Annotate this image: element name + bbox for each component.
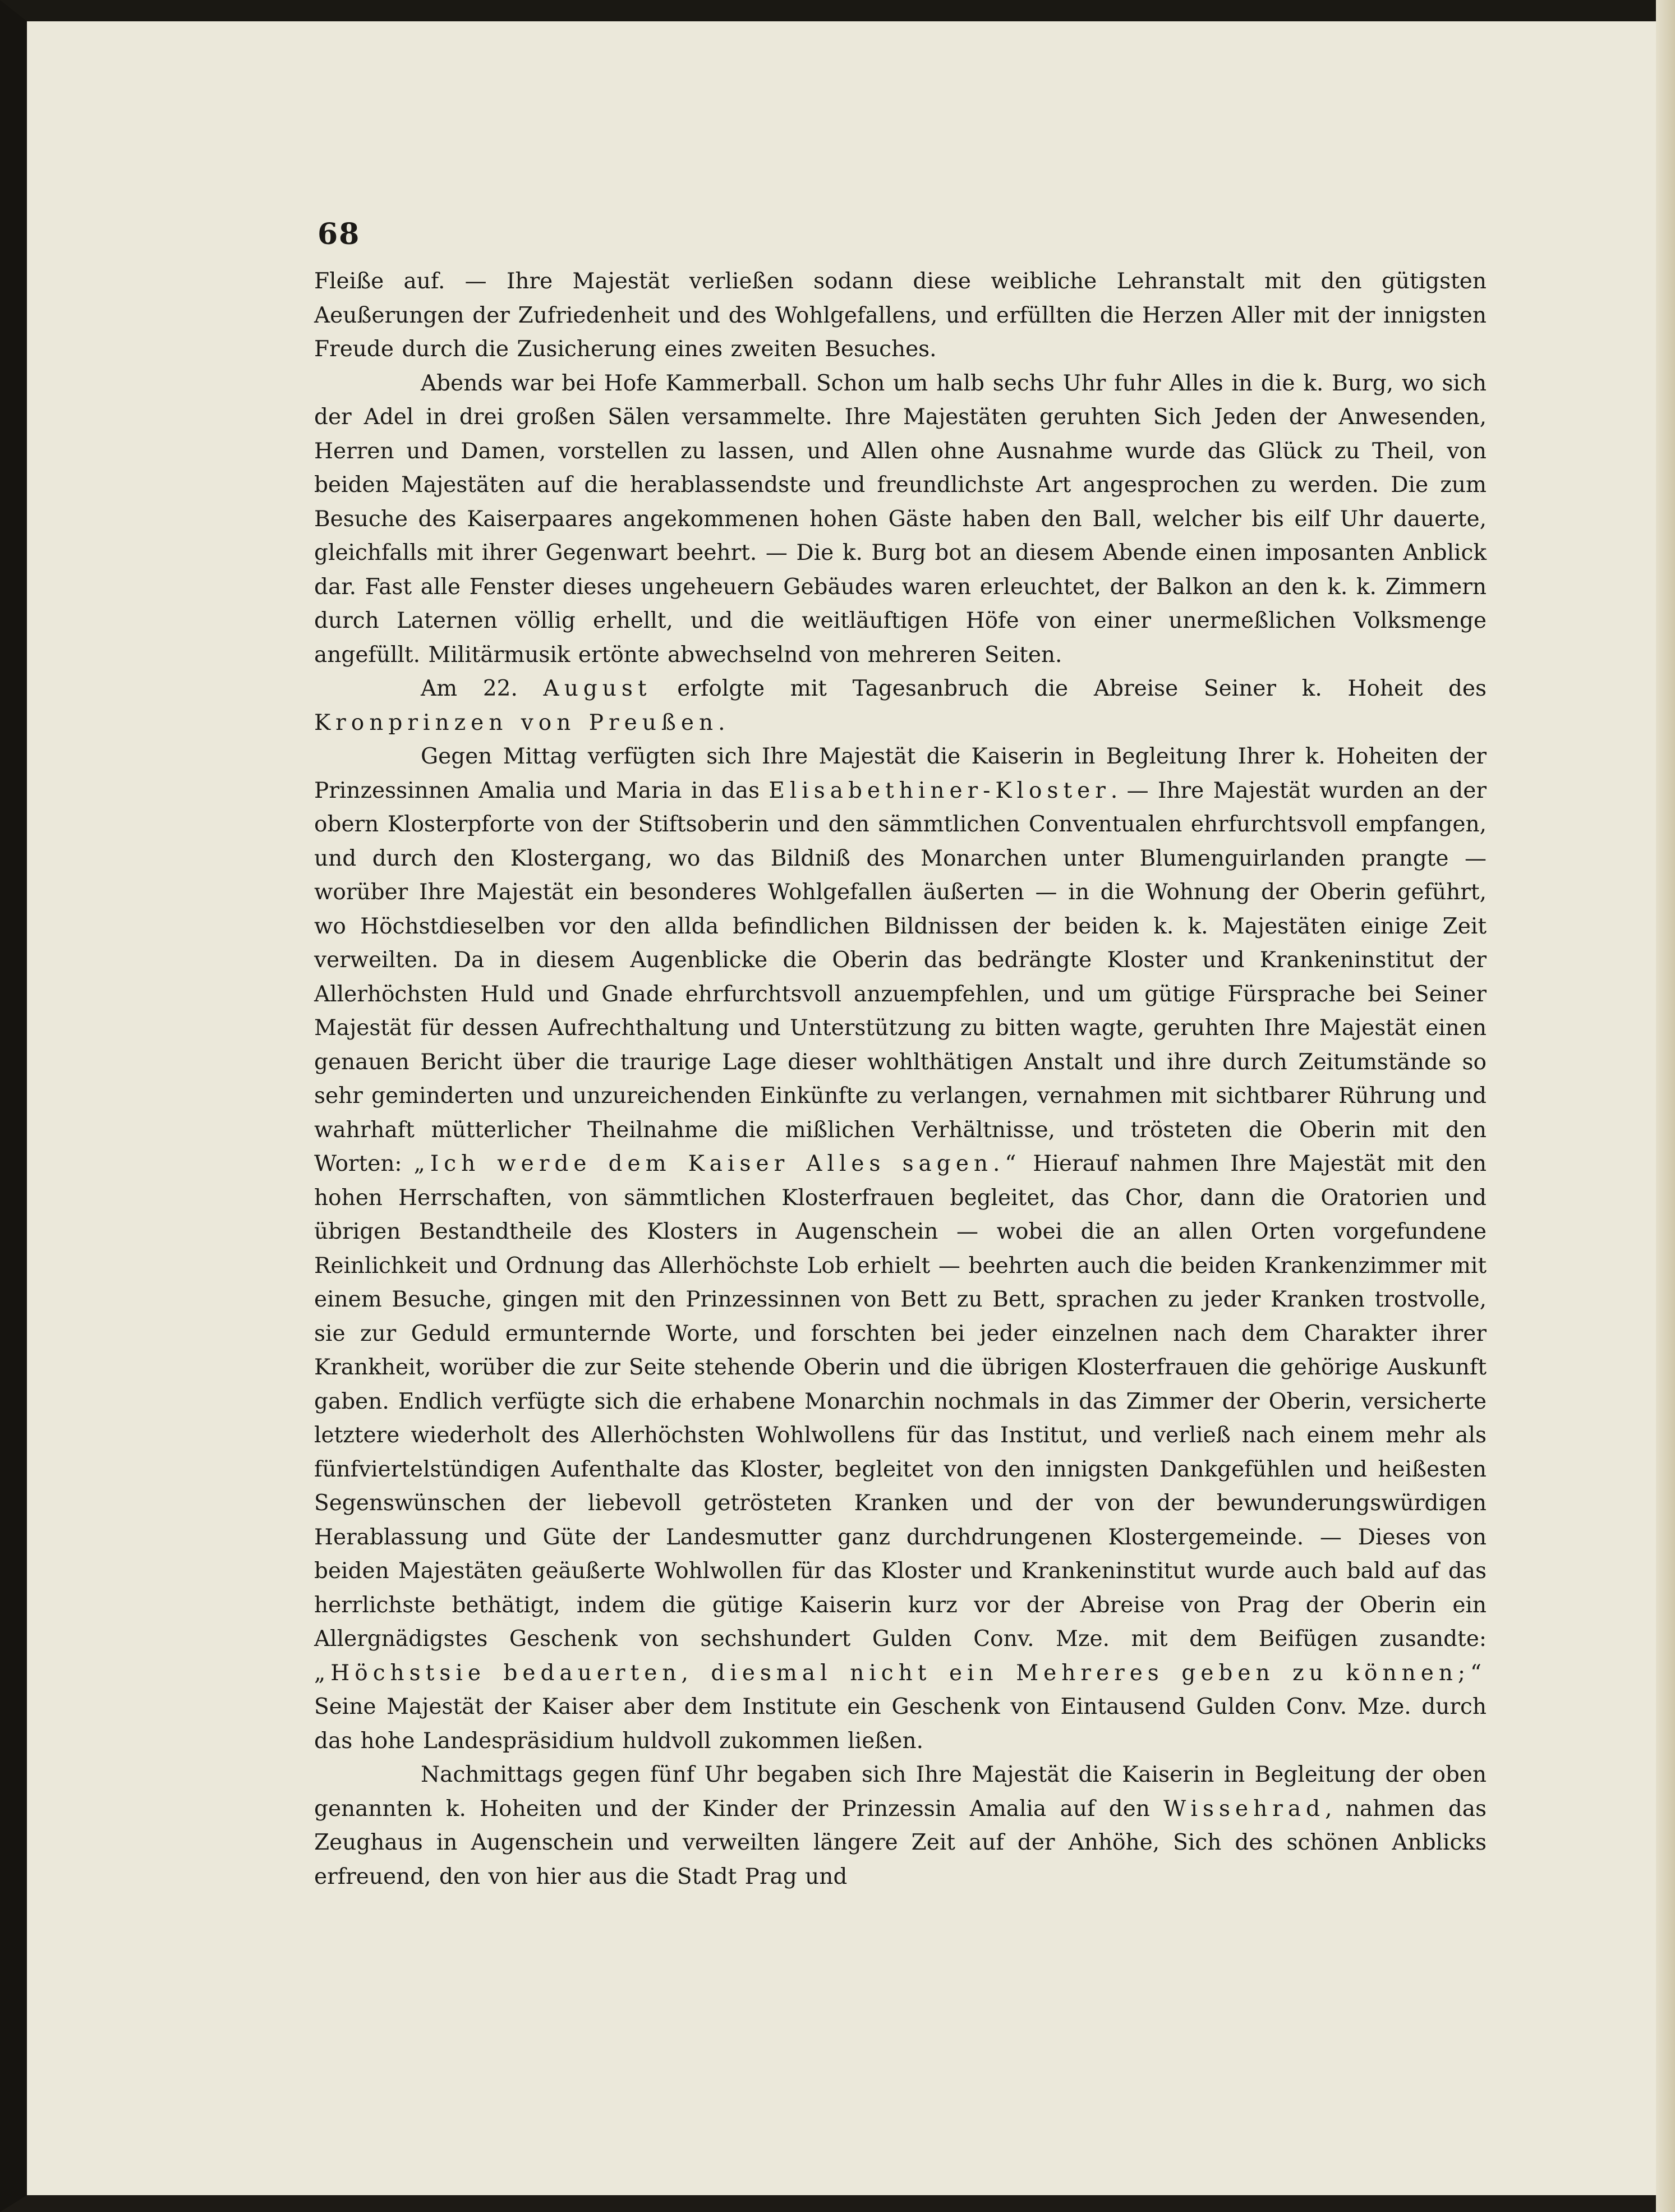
- text-segment: Hierauf nahmen Ihre Majestät mit den hohen Herrschaften, von sämmtlichen Klosterfrauen begleitet, das Chor, dann die Oratorien und übrigen Bestandtheile des Klosters in Augenschein — wobei die an allen Orten vorgefundene Reinlichkeit und Ordnung das Allerhöchste Lob erhielt — beehrten auch die beiden Krankenzimmer mit einem Besuche, gingen mit den Prinzessinnen von Bett zu Bett, sprachen zu jeder Kranken trostvolle, sie zur Geduld ermunternde Worte, und forschten bei jeder einzelnen nach dem Charakter ihrer Krankheit, worüber die zur Seite stehende Oberin und die übrigen Klosterfrauen die gehörige Auskunft gaben. Endlich verfügte sich die erhabene Monarchin nochmals in das Zimmer der Oberin, versicherte letztere wiederholt des Allerhöchsten Wohlwollens für das Institut, und verließ nach einem mehr als fünfviertelstündigen Aufenthalte das Kloster, begleitet von den innigsten Dankgefühlen und heißesten Segenswünschen der liebevoll getrösteten Kranken und der von der bewunderungswürdigen Herablassung und Güte der Landesmutter ganz durchdrungenen Klostergemeinde. — Dieses von beiden Majestäten geäußerte Wohlwollen für das Kloster und Krankeninstitut wurde auch bald auf das herrlichste bethätigt, indem die gütige Kaiserin kurz vor der Abreise von Prag der Oberin ein Allergnädigstes Geschenk von sechshundert Gulden Conv. Mze. mit dem Beifügen zusandte:: [314, 1151, 1487, 1652]
- emphasized-text: Elisabethiner-Kloster: [769, 778, 1111, 803]
- paragraph: [314, 367, 1487, 673]
- text-segment: Gegen Mittag verfügten sich Ihre Majestät die Kaiserin in Begleitung Ihrer k. Hoheiten der Prinzessinnen Amalia und Maria in das: [314, 744, 1487, 803]
- emphasized-text: August: [543, 676, 652, 701]
- page-number: 68: [317, 217, 361, 251]
- body-text: [314, 265, 1487, 1894]
- text-segment: .: [718, 710, 725, 735]
- text-segment: Nachmittags gegen fünf Uhr begaben sich Ihre Majestät die Kaiserin in Begleitung der oben genannten k. Hoheiten und der Kinder der Prinzessin Amalia auf den: [314, 1762, 1487, 1822]
- paragraph: [314, 672, 1487, 740]
- paragraph: [314, 740, 1487, 1758]
- paragraph: [314, 265, 1487, 367]
- text-segment: Am 22.: [421, 676, 544, 701]
- emphasized-text: „Höchstsie bedauerten, diesmal nicht ein Mehreres geben zu können;“: [314, 1660, 1487, 1686]
- page-edge-shadow: [1656, 0, 1675, 2212]
- text-segment: Fleiße auf. — Ihre Majestät verließen sodann diese weibliche Lehranstalt mit den gütigsten Aeußerungen der Zufriedenheit und des Wohlgefallens, und erfüllten die Herzen Aller mit der innigsten Freude durch die Zusicherung eines zweiten Besuches.: [314, 269, 1487, 362]
- text-segment: . — Ihre Majestät wurden an der obern Klosterpforte von der Stiftsoberin und den sämmtlichen Conventualen ehrfurchtsvoll empfangen, und durch den Klostergang, wo das Bildniß des Monarchen unter Blumenguirlanden prangte — worüber Ihre Majestät ein besonderes Wohlgefallen äußerten — in die Wohnung der Oberin geführt, wo Höchstdieselben vor den allda befindlichen Bildnissen der beiden k. k. Majestäten einige Zeit verweilten. Da in diesem Augenblicke die Oberin das bedrängte Kloster und Krankeninstitut der Allerhöchsten Huld und Gnade ehrfurchtsvoll anzuempfehlen, und um gütige Fürsprache bei Seiner Majestät für dessen Aufrechthaltung und Unterstützung zu bitten wagte, geruhten Ihre Majestät einen genauen Bericht über die traurige Lage dieser wohlthätigen Anstalt und ihre durch Zeitumstände so sehr geminderten und unzureichenden Einkünfte zu verlangen, vernahmen mit sichtbarer Rührung und wahrhaft mütterlicher Theilnahme die mißlichen Verhältnisse, und trösteten die Oberin mit den Worten:: [314, 778, 1487, 1176]
- book-page: [314, 218, 1487, 2013]
- text-segment: erfolgte mit Tagesanbruch die Abreise Seiner k. Hoheit des: [651, 676, 1487, 701]
- emphasized-text: Wissehrad: [1163, 1796, 1326, 1822]
- text-segment: Abends war bei Hofe Kammerball. Schon um halb sechs Uhr fuhr Alles in die k. Burg, wo sich der Adel in drei großen Sälen versammelte. Ihre Majestäten geruhten Sich Jeden der Anwesenden, Herren und Damen, vorstellen zu lassen, und Allen ohne Ausnahme wurde das Glück zu Theil, von beiden Majestäten auf die herablassendste und freundlichste Art angesprochen zu werden. Die zum Besuche des Kaiserpaares angekommenen hohen Gäste haben den Ball, welcher bis eilf Uhr dauerte, gleichfalls mit ihrer Gegenwart beehrt. — Die k. Burg bot an diesem Abende einen imposanten Anblick dar. Fast alle Fenster dieses ungeheuern Gebäudes waren erleuchtet, der Balkon an den k. k. Zimmern durch Laternen völlig erhellt, und die weitläuftigen Höfe von einer unermeßlichen Volksmenge angefüllt. Militärmusik ertönte abwechselnd von mehreren Seiten.: [314, 370, 1487, 668]
- emphasized-text: „Ich werde dem Kaiser Alles sagen.“: [413, 1151, 1021, 1176]
- paragraph: [314, 1758, 1487, 1894]
- emphasized-text: Kronprinzen von Preußen: [314, 710, 719, 735]
- text-segment: , nahmen das Zeughaus in Augenschein und verweilten längere Zeit auf der Anhöhe, Sich des schönen Anblicks erfreuend, den von hier aus die Stadt Prag und: [314, 1796, 1487, 1889]
- text-segment: Seine Majestät der Kaiser aber dem Institute ein Geschenk von Eintausend Gulden Conv. Mze. durch das hohe Landespräsidium huldvoll zukommen ließen.: [314, 1694, 1487, 1754]
